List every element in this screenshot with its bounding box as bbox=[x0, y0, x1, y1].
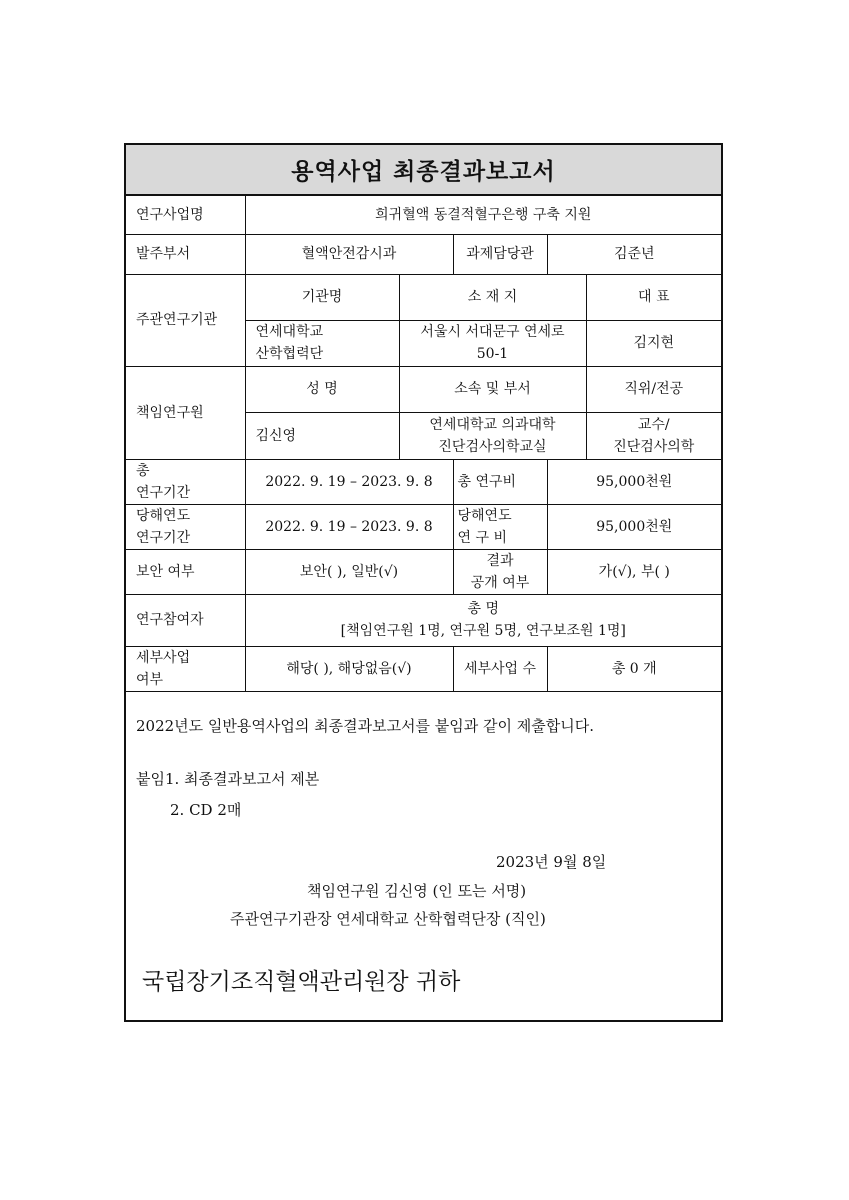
table-row bbox=[126, 504, 721, 549]
report-info-table bbox=[126, 196, 721, 692]
researcher-affil-header: 소속 및 부서 bbox=[399, 366, 586, 412]
researcher-label: 책임연구원 bbox=[126, 366, 245, 459]
disclosure-label: 결과 공개 여부 bbox=[453, 549, 547, 594]
institution-location: 서울시 서대문구 연세로 50-1 bbox=[399, 320, 586, 366]
researcher-affil: 연세대학교 의과대학 진단검사의학교실 bbox=[399, 412, 586, 459]
participants-detail: [책임연구원 1명, 연구원 5명, 연구보조원 1명] bbox=[340, 623, 626, 639]
institution-name: 연세대학교 산학협력단 bbox=[245, 320, 399, 366]
ordering-dept-label: 발주부서 bbox=[126, 234, 245, 274]
security-value: 보안( ), 일반(√) bbox=[245, 549, 453, 594]
project-name-value: 희귀혈액 동결적혈구은행 구축 지원 bbox=[245, 196, 721, 234]
institution-label: 주관연구기관 bbox=[126, 274, 245, 366]
project-name-label: 연구사업명 bbox=[126, 196, 245, 234]
addressee: 국립장기조직혈액관리원장 귀하 bbox=[142, 969, 461, 995]
submission-statement: 2022년도 일반용역사업의 최종결과보고서를 붙임과 같이 제출합니다. bbox=[136, 717, 595, 735]
total-period-value: 2022. 9. 19 – 2023. 9. 8 bbox=[245, 459, 453, 504]
table-row bbox=[126, 196, 721, 234]
year-cost-value: 95,000천원 bbox=[547, 504, 721, 549]
security-label: 보안 여부 bbox=[126, 549, 245, 594]
sub-project-value: 해당( ), 해당없음(√) bbox=[245, 646, 453, 691]
institution-rep: 김지현 bbox=[586, 320, 721, 366]
year-period-label: 당해연도 연구기간 bbox=[126, 504, 245, 549]
ordering-dept-value: 혈액안전감시과 bbox=[245, 234, 453, 274]
report-date: 2023년 9월 8일 bbox=[496, 853, 607, 871]
attachment-line-1: 붙임1. 최종결과보고서 제본 bbox=[136, 770, 320, 788]
report-title: 용역사업 최종결과보고서 bbox=[126, 145, 721, 196]
year-period-value: 2022. 9. 19 – 2023. 9. 8 bbox=[245, 504, 453, 549]
total-cost-value: 95,000천원 bbox=[547, 459, 721, 504]
institution-rep-header: 대 표 bbox=[586, 274, 721, 320]
researcher-title-header: 직위/전공 bbox=[586, 366, 721, 412]
researcher-name-header: 성 명 bbox=[245, 366, 399, 412]
table-row bbox=[126, 459, 721, 504]
table-row bbox=[126, 234, 721, 274]
researcher-name: 김신영 bbox=[245, 412, 399, 459]
manager-value: 김준년 bbox=[547, 234, 721, 274]
participants-value bbox=[245, 594, 721, 646]
participants-header: 총 명 bbox=[467, 601, 500, 617]
disclosure-value: 가(√), 부( ) bbox=[547, 549, 721, 594]
table-row bbox=[126, 594, 721, 646]
table-row bbox=[126, 646, 721, 691]
institution-name-header: 기관명 bbox=[245, 274, 399, 320]
table-row bbox=[126, 366, 721, 412]
report-form bbox=[124, 143, 723, 1022]
attachment-line-2: 2. CD 2매 bbox=[170, 801, 242, 819]
sub-project-count-label: 세부사업 수 bbox=[453, 646, 547, 691]
table-row bbox=[126, 274, 721, 320]
signer-institution-head: 주관연구기관장 연세대학교 산학협력단장 (직인) bbox=[230, 910, 546, 928]
institution-location-header: 소 재 지 bbox=[399, 274, 586, 320]
table-row bbox=[126, 549, 721, 594]
total-cost-label: 총 연구비 bbox=[453, 459, 547, 504]
year-cost-label: 당해연도 연 구 비 bbox=[453, 504, 547, 549]
signer-researcher: 책임연구원 김신영 (인 또는 서명) bbox=[307, 882, 527, 900]
sub-project-count: 총 0 개 bbox=[547, 646, 721, 691]
manager-label: 과제담당관 bbox=[453, 234, 547, 274]
total-period-label: 총 연구기간 bbox=[126, 459, 245, 504]
participants-label: 연구참여자 bbox=[126, 594, 245, 646]
researcher-title: 교수/ 진단검사의학 bbox=[586, 412, 721, 459]
sub-project-label: 세부사업 여부 bbox=[126, 646, 245, 691]
